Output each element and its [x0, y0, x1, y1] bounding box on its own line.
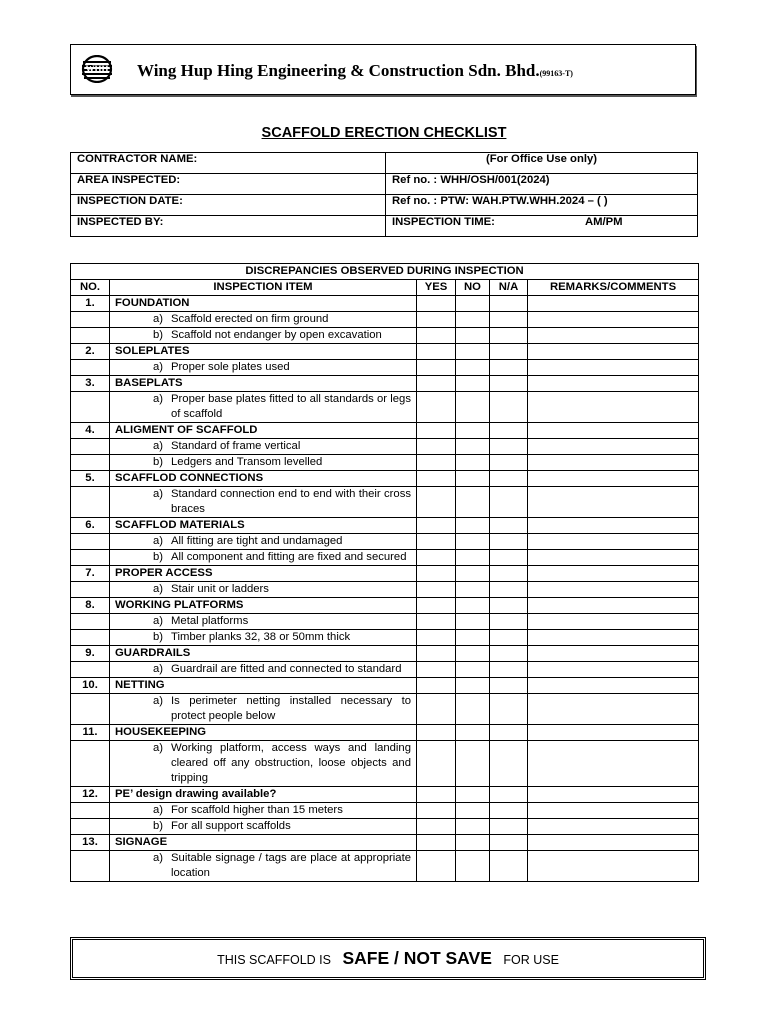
checklist-item-row	[71, 803, 699, 819]
item-letter: a)	[152, 742, 163, 754]
na-cell[interactable]	[490, 487, 528, 518]
item-letter: a)	[152, 804, 163, 816]
item-description-cell	[110, 694, 417, 725]
section-row	[71, 835, 699, 851]
no-cell[interactable]	[456, 360, 490, 376]
item-text: Is perimeter netting installed necessary to protect people below	[171, 695, 411, 722]
ref-no-2: Ref no. : PTW: WAH.PTW.WHH.2024 – ( )	[386, 195, 698, 216]
item-letter: b)	[152, 329, 163, 341]
yes-cell[interactable]	[417, 582, 456, 598]
yes-cell[interactable]	[417, 455, 456, 471]
yes-cell[interactable]	[417, 725, 456, 741]
section-number: 13.	[71, 835, 110, 851]
item-description-cell	[110, 550, 417, 566]
yes-cell[interactable]	[417, 835, 456, 851]
item-number-cell	[71, 360, 110, 376]
yes-cell[interactable]	[417, 662, 456, 678]
section-row	[71, 423, 699, 439]
item-text: Stair unit or ladders	[171, 583, 269, 595]
na-cell[interactable]	[490, 328, 528, 344]
item-text: Ledgers and Transom levelled	[171, 456, 323, 468]
section-number: 11.	[71, 725, 110, 741]
checklist-item-row	[71, 582, 699, 598]
na-cell[interactable]	[490, 630, 528, 646]
no-cell[interactable]	[456, 392, 490, 423]
scaffold-status-box	[70, 937, 706, 980]
item-number-cell	[71, 312, 110, 328]
section-number: 4.	[71, 423, 110, 439]
item-number-cell	[71, 851, 110, 882]
section-row	[71, 598, 699, 614]
no-cell[interactable]	[456, 741, 490, 787]
remarks-cell[interactable]	[528, 819, 699, 835]
section-title: SCAFFLOD MATERIALS	[110, 518, 417, 534]
yes-cell[interactable]	[417, 819, 456, 835]
no-cell[interactable]	[456, 819, 490, 835]
section-title: GUARDRAILS	[110, 646, 417, 662]
remarks-cell[interactable]	[528, 741, 699, 787]
item-letter: a)	[152, 361, 163, 373]
item-description-cell	[110, 360, 417, 376]
item-description-cell	[110, 819, 417, 835]
item-description-cell	[110, 312, 417, 328]
remarks-cell[interactable]	[528, 439, 699, 455]
column-header: NO.	[71, 280, 110, 296]
na-cell[interactable]	[490, 344, 528, 360]
section-title: PROPER ACCESS	[110, 566, 417, 582]
section-row	[71, 471, 699, 487]
item-number-cell	[71, 487, 110, 518]
yes-cell[interactable]	[417, 392, 456, 423]
checklist-item-row	[71, 392, 699, 423]
remarks-cell[interactable]	[528, 582, 699, 598]
checklist-item-row	[71, 614, 699, 630]
item-description-cell	[110, 455, 417, 471]
section-title: SOLEPLATES	[110, 344, 417, 360]
item-text: All fitting are tight and undamaged	[171, 535, 343, 547]
na-cell[interactable]	[490, 312, 528, 328]
na-cell[interactable]	[490, 787, 528, 803]
yes-cell[interactable]	[417, 741, 456, 787]
na-cell[interactable]	[490, 803, 528, 819]
section-number: 10.	[71, 678, 110, 694]
yes-cell[interactable]	[417, 851, 456, 882]
item-text: Guardrail are fitted and connected to standard	[171, 663, 402, 675]
na-cell[interactable]	[490, 819, 528, 835]
yes-cell[interactable]	[417, 487, 456, 518]
inspection-time-label: INSPECTION TIME:	[392, 216, 495, 228]
remarks-cell[interactable]	[528, 662, 699, 678]
na-cell[interactable]	[490, 566, 528, 582]
inspection-time-cell	[386, 216, 698, 237]
yes-cell[interactable]	[417, 614, 456, 630]
checklist-item-row	[71, 439, 699, 455]
na-cell[interactable]	[490, 741, 528, 787]
yes-cell[interactable]	[417, 312, 456, 328]
no-cell[interactable]	[456, 296, 490, 312]
yes-cell[interactable]	[417, 566, 456, 582]
item-description-cell	[110, 851, 417, 882]
company-logo-icon	[81, 55, 113, 83]
company-header	[70, 44, 696, 95]
remarks-cell[interactable]	[528, 646, 699, 662]
remarks-cell[interactable]	[528, 630, 699, 646]
logo-text: WHH	[85, 64, 109, 74]
item-letter: a)	[152, 313, 163, 325]
remarks-cell[interactable]	[528, 328, 699, 344]
remarks-cell[interactable]	[528, 344, 699, 360]
checklist-item-row	[71, 534, 699, 550]
checklist-item-row	[71, 741, 699, 787]
contractor-name-label: CONTRACTOR NAME:	[71, 153, 386, 174]
remarks-cell[interactable]	[528, 360, 699, 376]
yes-cell[interactable]	[417, 646, 456, 662]
item-letter: b)	[152, 631, 163, 643]
item-text: All component and fitting are fixed and secured	[171, 551, 407, 563]
na-cell[interactable]	[490, 392, 528, 423]
company-name: Wing Hup Hing Engineering & Construction Sdn. Bhd.(99163-T)	[137, 61, 573, 80]
section-title: SIGNAGE	[110, 835, 417, 851]
section-row	[71, 725, 699, 741]
item-number-cell	[71, 630, 110, 646]
section-title: HOUSEKEEPING	[110, 725, 417, 741]
inspection-info-table	[70, 152, 698, 237]
no-cell[interactable]	[456, 550, 490, 566]
na-cell[interactable]	[490, 851, 528, 882]
item-number-cell	[71, 662, 110, 678]
remarks-cell[interactable]	[528, 614, 699, 630]
item-letter: a)	[152, 393, 163, 405]
column-header: N/A	[490, 280, 528, 296]
item-number-cell	[71, 439, 110, 455]
item-description-cell	[110, 328, 417, 344]
section-title: ALIGMENT OF SCAFFOLD	[110, 423, 417, 439]
no-cell[interactable]	[456, 630, 490, 646]
no-cell[interactable]	[456, 376, 490, 392]
no-cell[interactable]	[456, 439, 490, 455]
item-description-cell	[110, 487, 417, 518]
ampm-label: AM/PM	[584, 216, 623, 228]
item-number-cell	[71, 392, 110, 423]
yes-cell[interactable]	[417, 423, 456, 439]
section-number: 5.	[71, 471, 110, 487]
remarks-cell[interactable]	[528, 376, 699, 392]
na-cell[interactable]	[490, 296, 528, 312]
item-letter: a)	[152, 852, 163, 864]
column-header: YES	[417, 280, 456, 296]
no-cell[interactable]	[456, 662, 490, 678]
item-letter: a)	[152, 615, 163, 627]
no-cell[interactable]	[456, 471, 490, 487]
no-cell[interactable]	[456, 328, 490, 344]
item-number-cell	[71, 694, 110, 725]
no-cell[interactable]	[456, 344, 490, 360]
na-cell[interactable]	[490, 598, 528, 614]
item-text: Standard of frame vertical	[171, 440, 301, 452]
item-letter: a)	[152, 663, 163, 675]
no-cell[interactable]	[456, 694, 490, 725]
item-text: Scaffold erected on firm ground	[171, 313, 329, 325]
section-row	[71, 566, 699, 582]
item-letter: a)	[152, 695, 163, 707]
na-cell[interactable]	[490, 646, 528, 662]
item-number-cell	[71, 534, 110, 550]
checklist-item-row	[71, 550, 699, 566]
item-number-cell	[71, 328, 110, 344]
checklist-item-row	[71, 312, 699, 328]
item-text: Suitable signage / tags are place at appropriate location	[171, 852, 411, 879]
checklist-item-row	[71, 694, 699, 725]
item-description-cell	[110, 662, 417, 678]
checklist-item-row	[71, 630, 699, 646]
office-use-label: (For Office Use only)	[386, 153, 698, 174]
remarks-cell[interactable]	[528, 803, 699, 819]
section-number: 3.	[71, 376, 110, 392]
company-registration: (99163-T)	[539, 69, 573, 78]
checklist-item-row	[71, 487, 699, 518]
column-header: INSPECTION ITEM	[110, 280, 417, 296]
section-row	[71, 296, 699, 312]
yes-cell[interactable]	[417, 518, 456, 534]
remarks-cell[interactable]	[528, 787, 699, 803]
no-cell[interactable]	[456, 598, 490, 614]
remarks-cell[interactable]	[528, 534, 699, 550]
item-text: Standard connection end to end with their cross braces	[171, 488, 411, 515]
no-cell[interactable]	[456, 455, 490, 471]
area-inspected-label: AREA INSPECTED:	[71, 174, 386, 195]
item-description-cell	[110, 582, 417, 598]
remarks-cell[interactable]	[528, 725, 699, 741]
remarks-cell[interactable]	[528, 550, 699, 566]
item-letter: a)	[152, 535, 163, 547]
no-cell[interactable]	[456, 566, 490, 582]
checklist-table	[70, 263, 699, 882]
na-cell[interactable]	[490, 694, 528, 725]
yes-cell[interactable]	[417, 328, 456, 344]
item-text: Proper sole plates used	[171, 361, 290, 373]
remarks-cell[interactable]	[528, 312, 699, 328]
item-letter: a)	[152, 488, 163, 500]
na-cell[interactable]	[490, 534, 528, 550]
checklist-item-row	[71, 819, 699, 835]
item-description-cell	[110, 614, 417, 630]
yes-cell[interactable]	[417, 678, 456, 694]
yes-cell[interactable]	[417, 471, 456, 487]
item-text: Metal platforms	[171, 615, 249, 627]
item-description-cell	[110, 741, 417, 787]
item-text: Proper base plates fitted to all standards or legs of scaffold	[171, 393, 411, 420]
item-description-cell	[110, 630, 417, 646]
item-number-cell	[71, 614, 110, 630]
no-cell[interactable]	[456, 614, 490, 630]
section-number: 9.	[71, 646, 110, 662]
section-row	[71, 787, 699, 803]
item-text: Timber planks 32, 38 or 50mm thick	[171, 631, 351, 643]
na-cell[interactable]	[490, 582, 528, 598]
no-cell[interactable]	[456, 835, 490, 851]
section-number: 8.	[71, 598, 110, 614]
item-number-cell	[71, 582, 110, 598]
no-cell[interactable]	[456, 646, 490, 662]
na-cell[interactable]	[490, 439, 528, 455]
yes-cell[interactable]	[417, 787, 456, 803]
item-text: Scaffold not endanger by open excavation	[171, 329, 382, 341]
item-number-cell	[71, 819, 110, 835]
section-number: 7.	[71, 566, 110, 582]
na-cell[interactable]	[490, 678, 528, 694]
yes-cell[interactable]	[417, 803, 456, 819]
checklist-item-row	[71, 662, 699, 678]
remarks-cell[interactable]	[528, 471, 699, 487]
section-title: SCAFFLOD CONNECTIONS	[110, 471, 417, 487]
no-cell[interactable]	[456, 678, 490, 694]
yes-cell[interactable]	[417, 694, 456, 725]
yes-cell[interactable]	[417, 630, 456, 646]
document-title: SCAFFOLD ERECTION CHECKLIST	[261, 125, 507, 141]
item-letter: b)	[152, 456, 163, 468]
checklist-item-row	[71, 455, 699, 471]
item-number-cell	[71, 550, 110, 566]
scaffold-status-line	[73, 948, 703, 969]
item-description-cell	[110, 439, 417, 455]
yes-cell[interactable]	[417, 360, 456, 376]
na-cell[interactable]	[490, 471, 528, 487]
no-cell[interactable]	[456, 518, 490, 534]
na-cell[interactable]	[490, 550, 528, 566]
remarks-cell[interactable]	[528, 455, 699, 471]
section-title: BASEPLATS	[110, 376, 417, 392]
remarks-cell[interactable]	[528, 423, 699, 439]
checklist-item-row	[71, 851, 699, 882]
section-title: PE’ design drawing available?	[110, 787, 417, 803]
remarks-cell[interactable]	[528, 835, 699, 851]
item-number-cell	[71, 455, 110, 471]
no-cell[interactable]	[456, 851, 490, 882]
item-letter: a)	[152, 440, 163, 452]
item-number-cell	[71, 803, 110, 819]
inspected-by-label: INSPECTED BY:	[71, 216, 386, 237]
section-title: WORKING PLATFORMS	[110, 598, 417, 614]
column-header-row	[71, 280, 699, 296]
ref-no-1: Ref no. : WHH/OSH/001(2024)	[386, 174, 698, 195]
no-cell[interactable]	[456, 487, 490, 518]
item-description-cell	[110, 534, 417, 550]
yes-cell[interactable]	[417, 598, 456, 614]
na-cell[interactable]	[490, 725, 528, 741]
na-cell[interactable]	[490, 455, 528, 471]
no-cell[interactable]	[456, 725, 490, 741]
item-number-cell	[71, 741, 110, 787]
na-cell[interactable]	[490, 614, 528, 630]
inspection-date-label: INSPECTION DATE:	[71, 195, 386, 216]
yes-cell[interactable]	[417, 439, 456, 455]
status-suffix: FOR USE	[503, 953, 559, 967]
remarks-cell[interactable]	[528, 598, 699, 614]
item-description-cell	[110, 803, 417, 819]
na-cell[interactable]	[490, 518, 528, 534]
section-row	[71, 344, 699, 360]
section-number: 12.	[71, 787, 110, 803]
na-cell[interactable]	[490, 662, 528, 678]
remarks-cell[interactable]	[528, 487, 699, 518]
item-text: For all support scaffolds	[171, 820, 291, 832]
checklist-item-row	[71, 360, 699, 376]
section-row	[71, 678, 699, 694]
section-number: 2.	[71, 344, 110, 360]
section-row	[71, 646, 699, 662]
remarks-cell[interactable]	[528, 566, 699, 582]
no-cell[interactable]	[456, 787, 490, 803]
no-cell[interactable]	[456, 534, 490, 550]
item-letter: a)	[152, 583, 163, 595]
remarks-cell[interactable]	[528, 694, 699, 725]
remarks-cell[interactable]	[528, 392, 699, 423]
item-text: For scaffold higher than 15 meters	[171, 804, 343, 816]
column-header: REMARKS/COMMENTS	[528, 280, 699, 296]
item-letter: b)	[152, 820, 163, 832]
section-title: FOUNDATION	[110, 296, 417, 312]
no-cell[interactable]	[456, 312, 490, 328]
item-text: Working platform, access ways and landing cleared off any obstruction, loose objects and tripping	[171, 742, 411, 784]
item-letter: b)	[152, 551, 163, 563]
section-number: 6.	[71, 518, 110, 534]
section-title: NETTING	[110, 678, 417, 694]
na-cell[interactable]	[490, 360, 528, 376]
yes-cell[interactable]	[417, 376, 456, 392]
no-cell[interactable]	[456, 803, 490, 819]
yes-cell[interactable]	[417, 534, 456, 550]
no-cell[interactable]	[456, 582, 490, 598]
status-prefix: THIS SCAFFOLD IS	[217, 953, 331, 967]
status-options: SAFE / NOT SAVE	[342, 948, 492, 968]
remarks-cell[interactable]	[528, 851, 699, 882]
no-cell[interactable]	[456, 423, 490, 439]
section-row	[71, 518, 699, 534]
remarks-cell[interactable]	[528, 296, 699, 312]
remarks-cell[interactable]	[528, 678, 699, 694]
na-cell[interactable]	[490, 376, 528, 392]
section-number: 1.	[71, 296, 110, 312]
section-row	[71, 376, 699, 392]
checklist-item-row	[71, 328, 699, 344]
table-caption: DISCREPANCIES OBSERVED DURING INSPECTION	[71, 264, 699, 280]
column-header: NO	[456, 280, 490, 296]
na-cell[interactable]	[490, 835, 528, 851]
yes-cell[interactable]	[417, 550, 456, 566]
yes-cell[interactable]	[417, 296, 456, 312]
yes-cell[interactable]	[417, 344, 456, 360]
na-cell[interactable]	[490, 423, 528, 439]
item-description-cell	[110, 392, 417, 423]
remarks-cell[interactable]	[528, 518, 699, 534]
